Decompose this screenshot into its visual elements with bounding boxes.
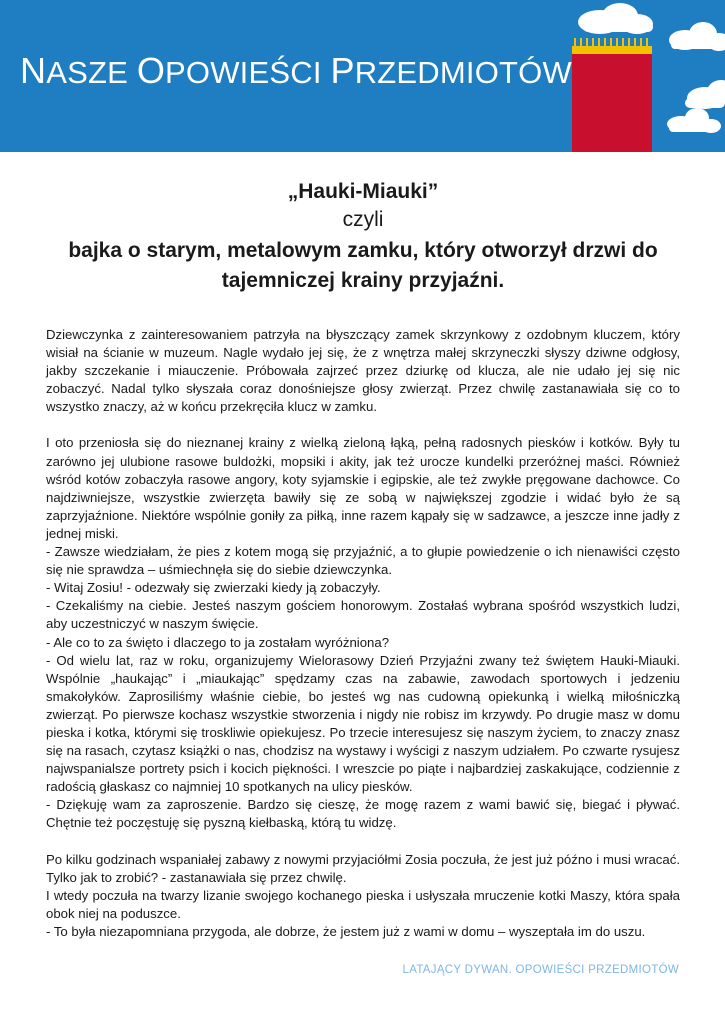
story-document	[46, 178, 680, 941]
title-word-1: NASZE	[20, 50, 128, 91]
story-body	[46, 326, 680, 941]
story-subtitle: bajka o starym, metalowym zamku, który otworzył drzwi do tajemniczej krainy przyjaźni.	[68, 239, 658, 292]
clouds-and-banner-illustration	[525, 0, 725, 152]
story-paragraph: - Od wielu lat, raz w roku, organizujemy Wielorasowy Dzień Przyjaźni zwany też świętem Hauki-Miauki. Wspólnie „haukając” i „miaukając” spędzamy czas na zabawie, zawodach sportowych i jedzeniu smakołyków. Zaprosiliśmy właśnie ciebie, bo jesteś wg nas cudowną opiekunką i wielką miłośniczką zwierząt. Po pierwsze kochasz wszystkie stworzenia i nigdy nie robisz im krzywdy. Po drugie masz w domu pieska i kotka, którymi się troskliwie opiekujesz. Po trzecie interesujesz się naszym życiem, to znaczy znasz się na rasach, czytasz książki o nas, chodzisz na wystawy i wyścigi z naszym udziałem. Po czwarte rysujesz najwspanialsze portrety psich i kocich piękności. I wreszcie po piąte i najbardziej zaskakujące, codziennie z radością głaskasz co najmniej 10 spotkanych na ulicy piesków.	[46, 652, 680, 795]
story-heading	[46, 178, 680, 296]
story-paragraph: Dziewczynka z zainteresowaniem patrzyła na błyszczący zamek skrzynkowy z ozdobnym kluczem, który wisiał na ścianie w muzeum. Nagle wydało jej się, że z wnętrza małej skrzyneczki słyszy dziwne odgłosy, jakby szczekanie i miauczenie. Próbowała zajrzeć przez dziurkę od klucza, ale nie udało jej się nic zobaczyć. Nadal tylko słyszała coraz donośniejsze głosy zwierząt. Przez chwilę zastanawiała się co to wszystko znaczy, aż w końcu przekręciła klucz w zamku.	[46, 327, 680, 415]
story-paragraph: - Ale co to za święto i dlaczego to ja zostałam wyróżniona?	[46, 634, 390, 650]
story-paragraph: - Dziękuję wam za zaproszenie. Bardzo się cieszę, że mogę razem z wami bawić się, biegać i pływać. Chętnie też poczęstuję się pyszną kiełbaską, którą tu widzę.	[46, 797, 680, 831]
cloud-icon	[578, 3, 653, 34]
cloud-icon	[669, 22, 725, 51]
hanging-banner-icon	[572, 38, 652, 152]
story-paragraph: - Czekaliśmy na ciebie. Jesteś naszym gościem honorowym. Zostałaś wybrana spośród wszystkich ludzi, aby uczestniczyć w naszym święcie.	[46, 598, 680, 632]
story-paragraph: - To była niezapomniana przygoda, ale dobrze, że jestem już z wami w domu – wyszeptała im do uszu.	[46, 923, 646, 939]
story-connector: czyli	[342, 208, 384, 231]
cloud-icon	[667, 108, 721, 133]
title-word-3: PRZEDMIOTÓW	[330, 50, 572, 91]
header-banner	[0, 0, 725, 152]
story-paragraph: I oto przeniosła się do nieznanej krainy z wielką zieloną łąką, pełną radosnych piesków i kotków. Były tu zarówno jej ulubione rasowe buldożki, mopsiki i akity, jak też urocze kundelki przeróżnej maści. Również wśród kotów zobaczyła rasowe angory, koty syjamskie i egipskie, ale też zwykłe pręgowane dachowce. Co najdziwniejsze, wszystkie zwierzęta bawiły się ze sobą w największej zgodzie i widać było że są zaprzyjaźnione. Niektóre wspólnie goniły za piłką, inne razem kąpały się w sadzawce, a jeszcze inne jadły z jednej miski.	[46, 435, 680, 541]
story-paragraph: Po kilku godzinach wspaniałej zabawy z nowymi przyjaciółmi Zosia poczuła, że jest już późno i musi wracać. Tylko jak to zrobić? - zastanawiała się przez chwilę.	[46, 851, 680, 885]
cloud-icon	[685, 80, 725, 109]
title-word-2: OPOWIEŚCI	[136, 50, 322, 91]
header-title	[20, 50, 572, 92]
footer-series-label: LATAJĄCY DYWAN. OPOWIEŚCI PRZEDMIOTÓW	[402, 964, 679, 976]
story-paragraph: - Witaj Zosiu! - odezwały się zwierzaki kiedy ją zobaczyły.	[46, 580, 381, 596]
story-title: „Hauki-Miauki”	[287, 180, 439, 203]
story-paragraph: I wtedy poczuła na twarzy lizanie swojego kochanego pieska i usłyszała mruczenie kotki Maszy, która spała obok niej na poduszce.	[46, 887, 680, 921]
story-paragraph: - Zawsze wiedziałam, że pies z kotem mogą się przyjaźnić, a to głupie powiedzenie o ich nienawiści często się nie sprawdza – uśmiechnęła się do siebie dziewczynka.	[46, 544, 680, 578]
